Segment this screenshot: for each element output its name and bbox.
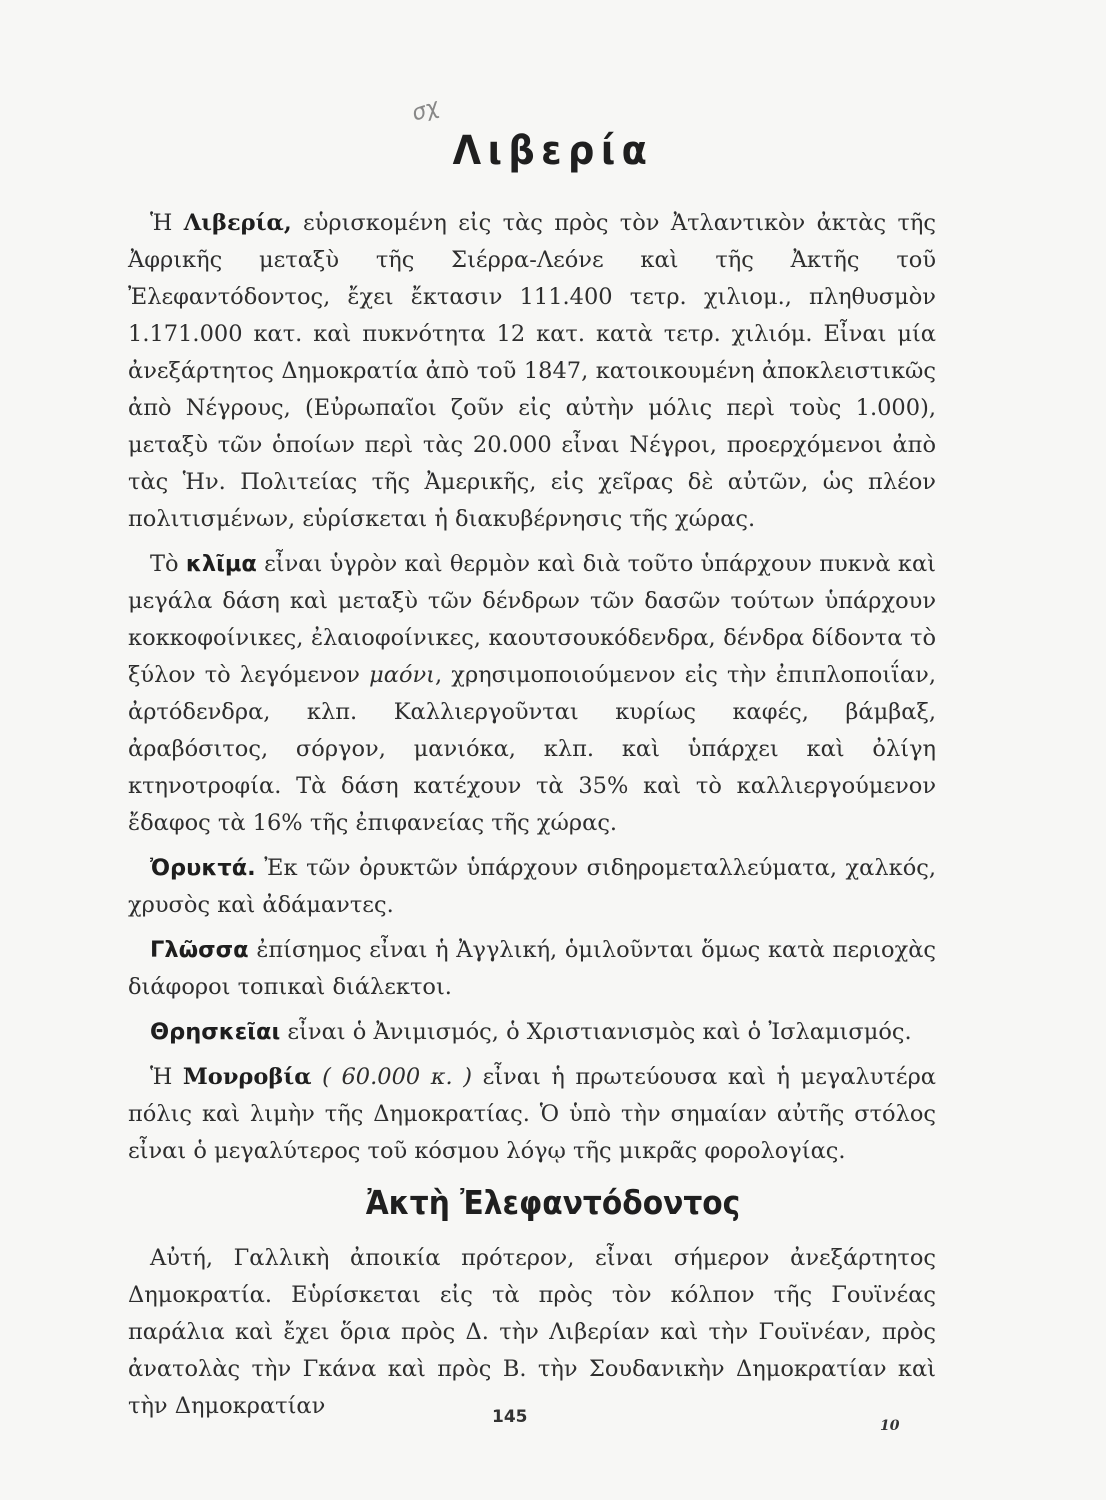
capital-population: ( 60.000 κ. ) bbox=[311, 1064, 473, 1090]
ivory-coast-text-block bbox=[128, 1240, 936, 1425]
liberia-text-block bbox=[128, 205, 936, 1170]
paragraph-climate: Τὸ κλῖμα εἶναι ὑγρὸν καὶ θερμὸν καὶ διὰ τοῦτο ὑπάρχουν πυκνὰ καὶ μεγάλα δάση καὶ μεταξὺ τῶν δένδρων τῶν δασῶν τούτων ὑπάρχουν κοκκοφοίνικες, ἐλαιοφοίνικες, καουτσουκόδενδρα, δένδρα δίδοντα τὸ ξύλον τὸ λεγόμενον μαόνι, χρησιμοποιούμενον εἰς τὴν ἐπιπλοποιΐαν, ἀρτόδενδρα, κλπ. Καλλιεργοῦνται κυρίως καφές, βάμβαξ, ἀραβόσιτος, σόργον, μανιόκα, κλπ. καὶ ὑπάρχει καὶ ὀλίγη κτηνοτροφία. Τὰ δάση κατέχουν τὰ 35% καὶ τὸ καλλιεργούμενον ἔδαφος τὰ 16% τῆς ἐπιφανείας τῆς χώρας. bbox=[128, 551, 936, 836]
paragraph-capital: Ἡ Μονροβία ( 60.000 κ. ) εἶναι ἡ πρωτεύουσα καὶ ἡ μεγαλυτέρα πόλις καὶ λιμὴν τῆς Δημοκρατίας. Ὁ ὑπὸ τὴν σημαίαν αὐτῆς στόλος εἶναι ὁ μεγαλύτερος τοῦ κόσμου λόγῳ τῆς μικρᾶς φορολογίας. bbox=[128, 1064, 936, 1164]
term-minerals: Ὀρυκτά. bbox=[150, 855, 256, 881]
paragraph-religions: Θρησκεῖαι εἶναι ὁ Ἀνιμισμός, ὁ Χριστιανισμὸς καὶ ὁ Ἰσλαμισμός. bbox=[150, 1019, 912, 1045]
handwritten-mark: σχ bbox=[408, 94, 443, 127]
section-title: Ἀκτὴ Ἐλεφαντόδοντος bbox=[365, 1183, 741, 1222]
signature-mark: 10 bbox=[880, 1418, 900, 1434]
paragraph-minerals: Ὀρυκτά. Ἐκ τῶν ὀρυκτῶν ὑπάρχουν σιδηρομεταλλεύματα, χαλκός, χρυσὸς καὶ ἀδάμαντες. bbox=[128, 855, 936, 918]
term-religions: Θρησκεῖαι bbox=[150, 1019, 281, 1045]
term-maoni: μαόνι bbox=[369, 662, 435, 688]
paragraph-ivory-coast: Αὐτή, Γαλλικὴ ἀποικία πρότερον, εἶναι σήμερον ἀνεξάρτητος Δημοκρατία. Εὑρίσκεται εἰς τὰ πρὸς τὸν κόλπον τῆς Γουϊνέας παράλια καὶ ἔχει ὅρια πρὸς Δ. τὴν Λιβερίαν καὶ τὴν Γουϊνέαν, πρὸς ἀνατολὰς τὴν Γκάνα καὶ πρὸς Β. τὴν Σουδανικὴν Δημοκρατίαν καὶ τὴν Δημοκρατίαν bbox=[128, 1245, 936, 1419]
term-language: Γλῶσσα bbox=[150, 937, 249, 963]
paragraph-intro: Ἡ Λιβερία, εὑρισκομένη εἰς τὰς πρὸς τὸν Ἀτλαντικὸν ἀκτὰς τῆς Ἀφρικῆς μεταξὺ τῆς Σιέρρα-Λεόνε καὶ τῆς Ἀκτῆς τοῦ Ἐλεφαντόδοντος, ἔχει ἔκτασιν 111.400 τετρ. χιλιομ., πληθυσμὸν 1.171.000 κατ. καὶ πυκνότητα 12 κατ. κατὰ τετρ. χιλιόμ. Εἶναι μία ἀνεξάρτητος Δημοκρατία ἀπὸ τοῦ 1847, κατοικουμένη ἀποκλειστικῶς ἀπὸ Νέγρους, (Εὐρωπαῖοι ζοῦν εἰς αὐτὴν μόλις περὶ τοὺς 1.000), μεταξὺ τῶν ὁποίων περὶ τὰς 20.000 εἶναι Νέγροι, προερχόμενοι ἀπὸ τὰς Ἡν. Πολιτείας τῆς Ἀμερικῆς, εἰς χεῖρας δὲ αὐτῶν, ὡς πλέον πολιτισμένων, εὑρίσκεται ἡ διακυβέρνησις τῆς χώρας. bbox=[128, 210, 936, 532]
page-number: 145 bbox=[492, 1407, 528, 1427]
term-climate: κλῖμα bbox=[185, 551, 257, 577]
term-monrovia: Μονροβία bbox=[182, 1064, 312, 1090]
term-liberia: Λιβερία, bbox=[183, 210, 292, 236]
page-title: Λιβερία bbox=[452, 128, 654, 174]
paragraph-language: Γλῶσσα ἐπίσημος εἶναι ἡ Ἀγγλική, ὁμιλοῦνται ὅμως κατὰ περιοχὰς διάφοροι τοπικαὶ διάλεκτοι. bbox=[128, 937, 936, 1000]
